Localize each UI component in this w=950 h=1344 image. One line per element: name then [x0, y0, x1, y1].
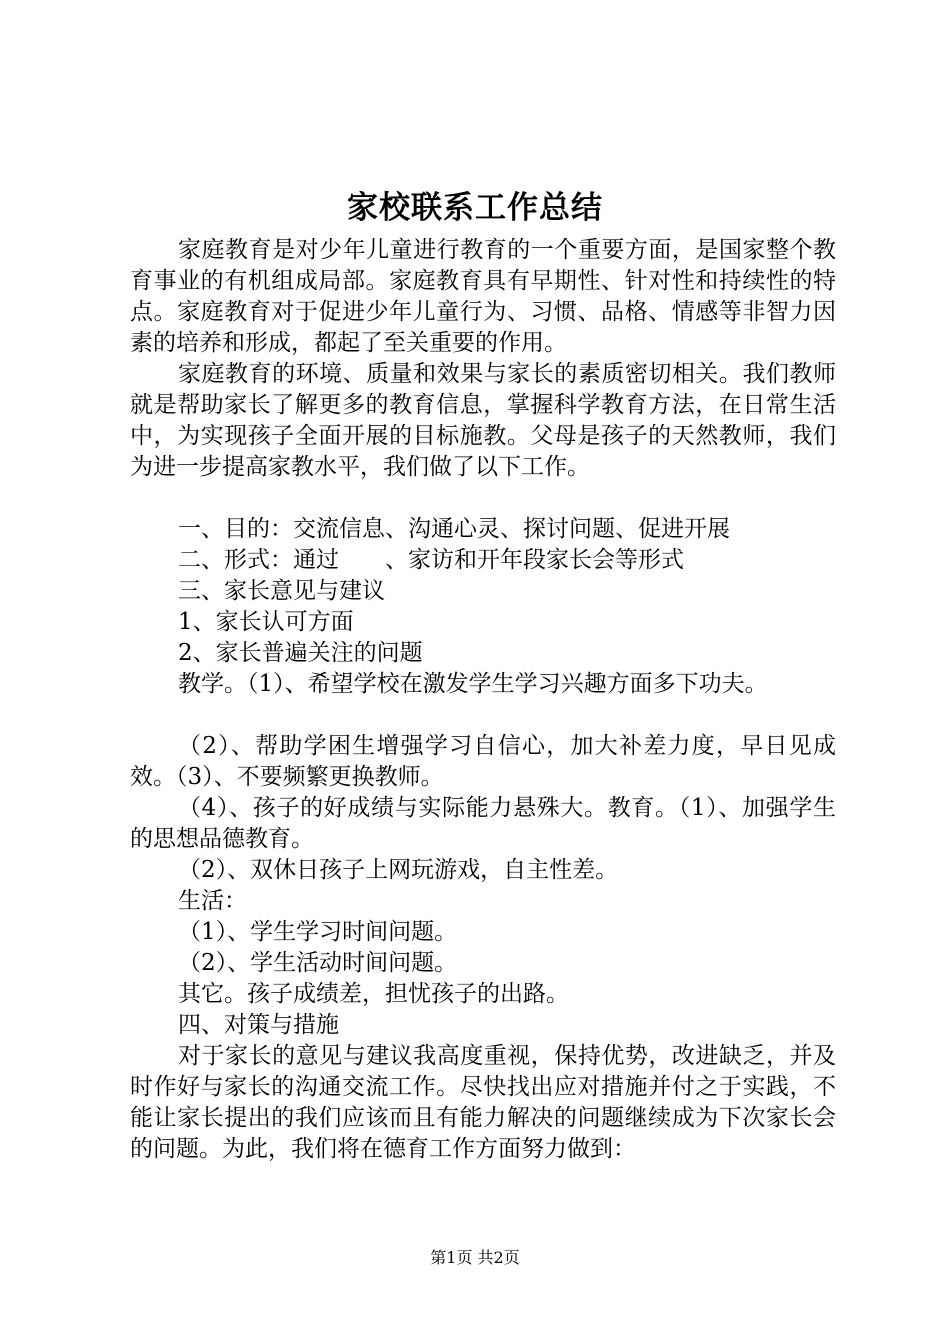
item-education-2: （2）、双休日孩子上网玩游戏，自主性差。: [178, 857, 619, 883]
item-life-2: （2）、学生活动时间问题。: [178, 950, 458, 976]
item-concerns: 2、家长普遍关注的问题: [178, 640, 423, 666]
blank-line: [130, 483, 836, 514]
item-parent-opinions: 三、家长意见与建议: [178, 578, 385, 604]
item-teaching-4-education: （4）、孩子的好成绩与实际能力悬殊大。教育。（1）、加强学生的思想品德教育。: [130, 795, 836, 852]
item-measures: 四、对策与措施: [178, 1012, 339, 1038]
paragraph-intro: 家庭教育是对少年儿童进行教育的一个重要方面，是国家整个教育事业的有机组成局部。家庭教育具有早期性、针对性和持续性的特点。家庭教育对于促进少年儿童行为、习惯、品格、情感等非智力因素的培养和形成，都起了至关重要的作用。: [130, 237, 836, 356]
document-title: 家校联系工作总结: [347, 190, 603, 226]
page-number: 第1页 共2页: [430, 1248, 520, 1267]
item-teaching-2-3: （2）、帮助学困生增强学习自信心，加大补差力度，早日见成效。（3）、不要频繁更换教师。: [130, 733, 836, 790]
item-purpose: 一、目的：交流信息、沟通心灵、探讨问题、促进开展: [178, 516, 730, 542]
item-life: 生活：: [178, 888, 247, 914]
item-form: 二、形式：通过 、家访和开年段家长会等形式: [178, 547, 684, 573]
paragraph-environment: 家庭教育的环境、质量和效果与家长的素质密切相关。我们教师就是帮助家长了解更多的教育信息，掌握科学教育方法，在日常生活中，为实现孩子全面开展的目标施教。父母是孩子的天然教师，我们为进一步提高家教水平，我们做了以下工作。: [130, 361, 836, 480]
item-teaching: 教学。（1）、希望学校在激发学生学习兴趣方面多下功夫。: [178, 671, 768, 697]
item-other: 其它。孩子成绩差，担忧孩子的出路。: [178, 981, 569, 1007]
blank-line: [130, 700, 836, 731]
item-recognition: 1、家长认可方面: [178, 609, 354, 635]
paragraph-measures: 对于家长的意见与建议我高度重视，保持优势，改进缺乏，并及时作好与家长的沟通交流工作。尽快找出应对措施并付之于实践，不能让家长提出的我们应该而且有能力解决的问题继续成为下次家长会的问题。为此，我们将在德育工作方面努力做到：: [130, 1043, 836, 1162]
document-body: [130, 235, 836, 1165]
item-life-1: （1）、学生学习时间问题。: [178, 919, 458, 945]
